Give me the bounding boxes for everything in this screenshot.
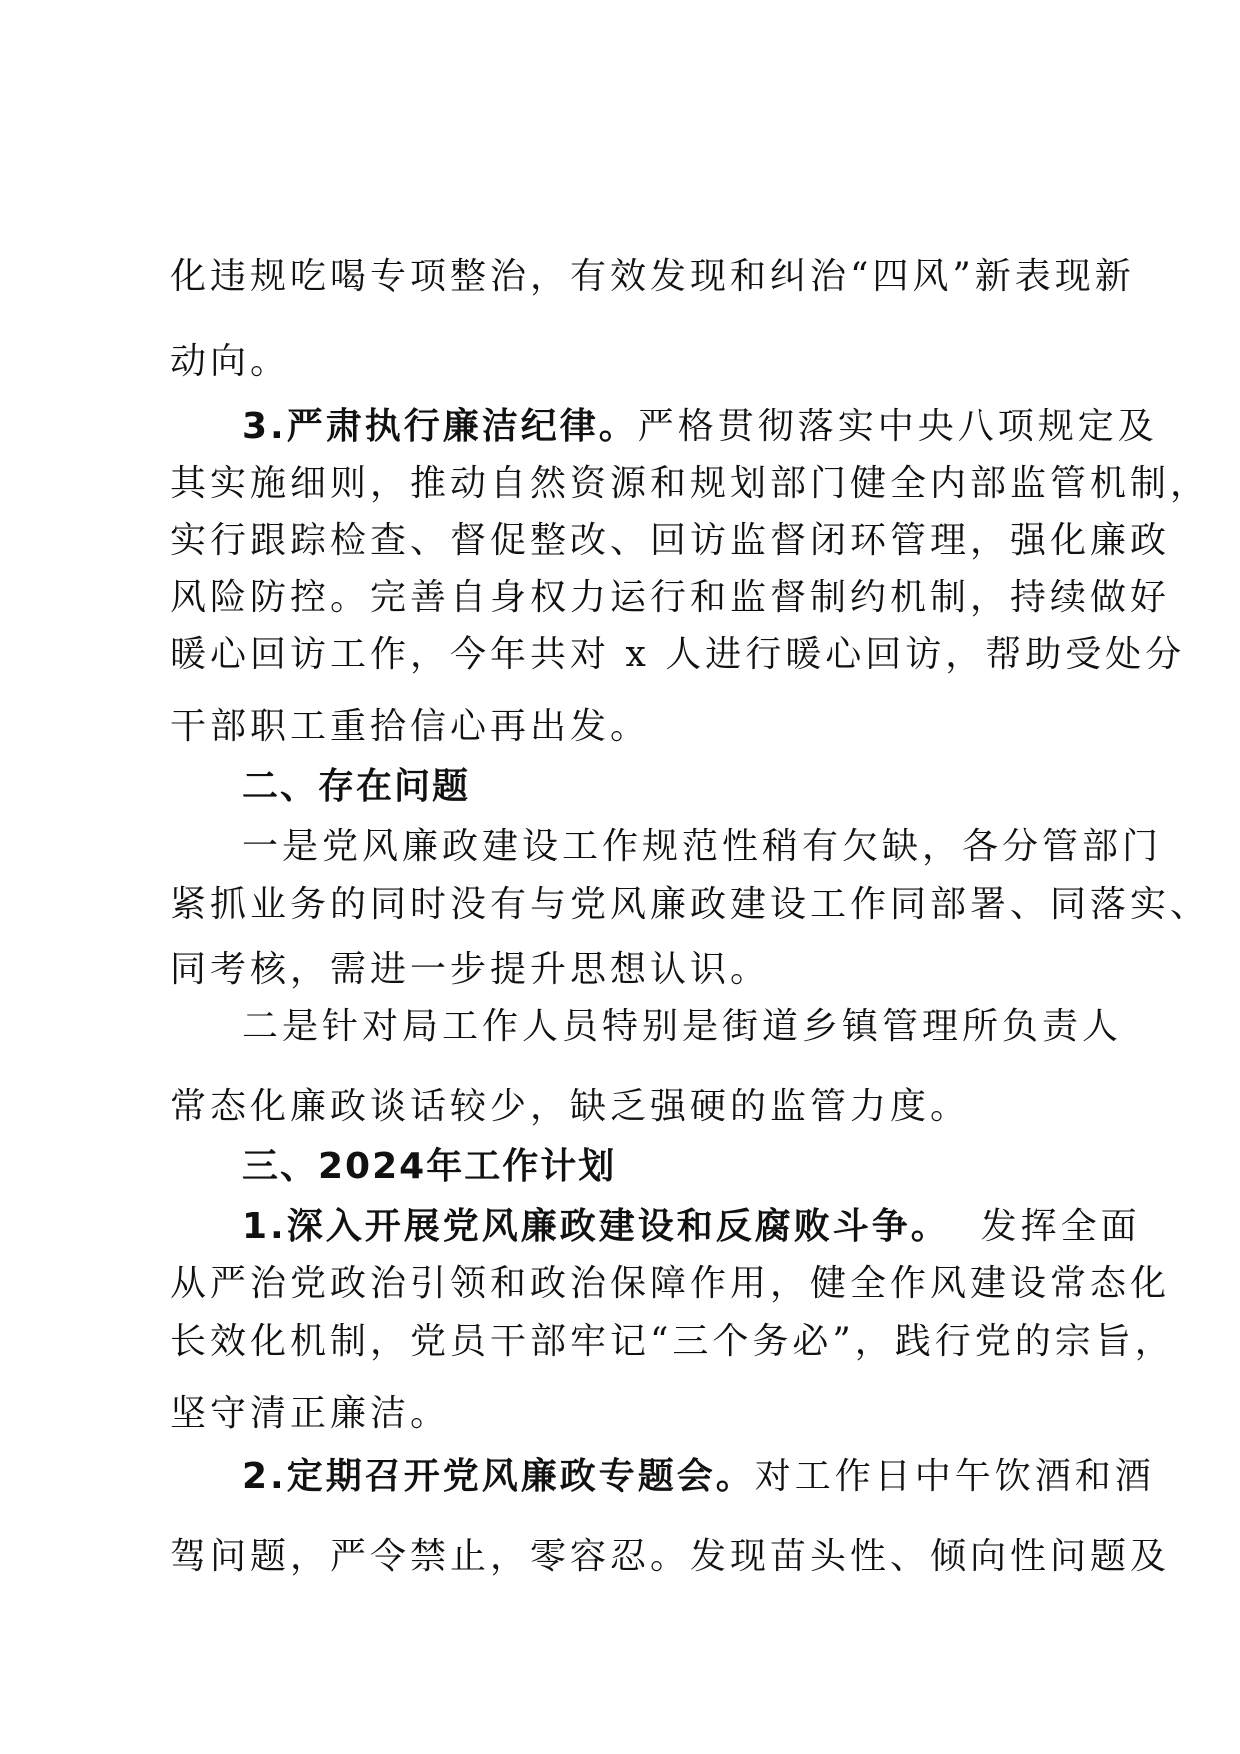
numbered-item-3 <box>242 405 1158 449</box>
numbered-item-plan-2 <box>242 1455 1155 1499</box>
item-title: 3.严肃执行廉洁纪律。 <box>242 406 638 447</box>
item-text: 发挥全面 <box>949 1206 1141 1247</box>
body-line: 一是党风廉政建设工作规范性稍有欠缺，各分管部门 <box>242 826 1163 867</box>
body-line: 干部职工重拾信心再出发。 <box>170 706 651 747</box>
body-line: 化违规吃喝专项整治，有效发现和纠治“四风”新表现新 <box>170 256 1135 297</box>
body-line: 常态化廉政谈话较少，缺乏强硬的监管力度。 <box>170 1086 971 1127</box>
section-heading-plan: 三、2024年工作计划 <box>242 1146 617 1187</box>
body-line: 二是针对局工作人员特别是街道乡镇管理所负责人 <box>242 1006 1123 1047</box>
item-title: 1.深入开展党风廉政建设和反腐败斗争。 <box>242 1206 950 1247</box>
body-line: 长效化机制，党员干部牢记“三个务必”，践行党的宗旨， <box>170 1321 1175 1362</box>
body-line: 从严治党政治引领和政治保障作用，健全作风建设常态化 <box>170 1263 1171 1304</box>
body-line: 实行跟踪检查、督促整改、回访监督闭环管理，强化廉政 <box>170 520 1171 561</box>
body-line: 坚守清正廉洁。 <box>170 1393 451 1434</box>
numbered-item-plan-1 <box>242 1205 1141 1249</box>
item-text: 严格贯彻落实中央八项规定及 <box>637 406 1158 447</box>
body-line: 动向。 <box>170 341 291 382</box>
item-text: 对工作日中午饮酒和酒 <box>754 1456 1155 1497</box>
body-line: 其实施细则，推动自然资源和规划部门健全内部监管机制， <box>170 463 1211 504</box>
body-line: 同考核，需进一步提升思想认识。 <box>170 949 771 990</box>
body-line: 驾问题，严令禁止，零容忍。发现苗头性、倾向性问题及 <box>170 1536 1171 1577</box>
section-heading-problems: 二、存在问题 <box>242 766 471 807</box>
body-line: 暖心回访工作，今年共对 x 人进行暖心回访，帮助受处分 <box>170 634 1186 675</box>
item-title: 2.定期召开党风廉政专题会。 <box>242 1456 755 1497</box>
body-line: 紧抓业务的同时没有与党风廉政建设工作同部署、同落实、 <box>170 884 1211 925</box>
body-line: 风险防控。完善自身权力运行和监督制约机制，持续做好 <box>170 577 1171 618</box>
